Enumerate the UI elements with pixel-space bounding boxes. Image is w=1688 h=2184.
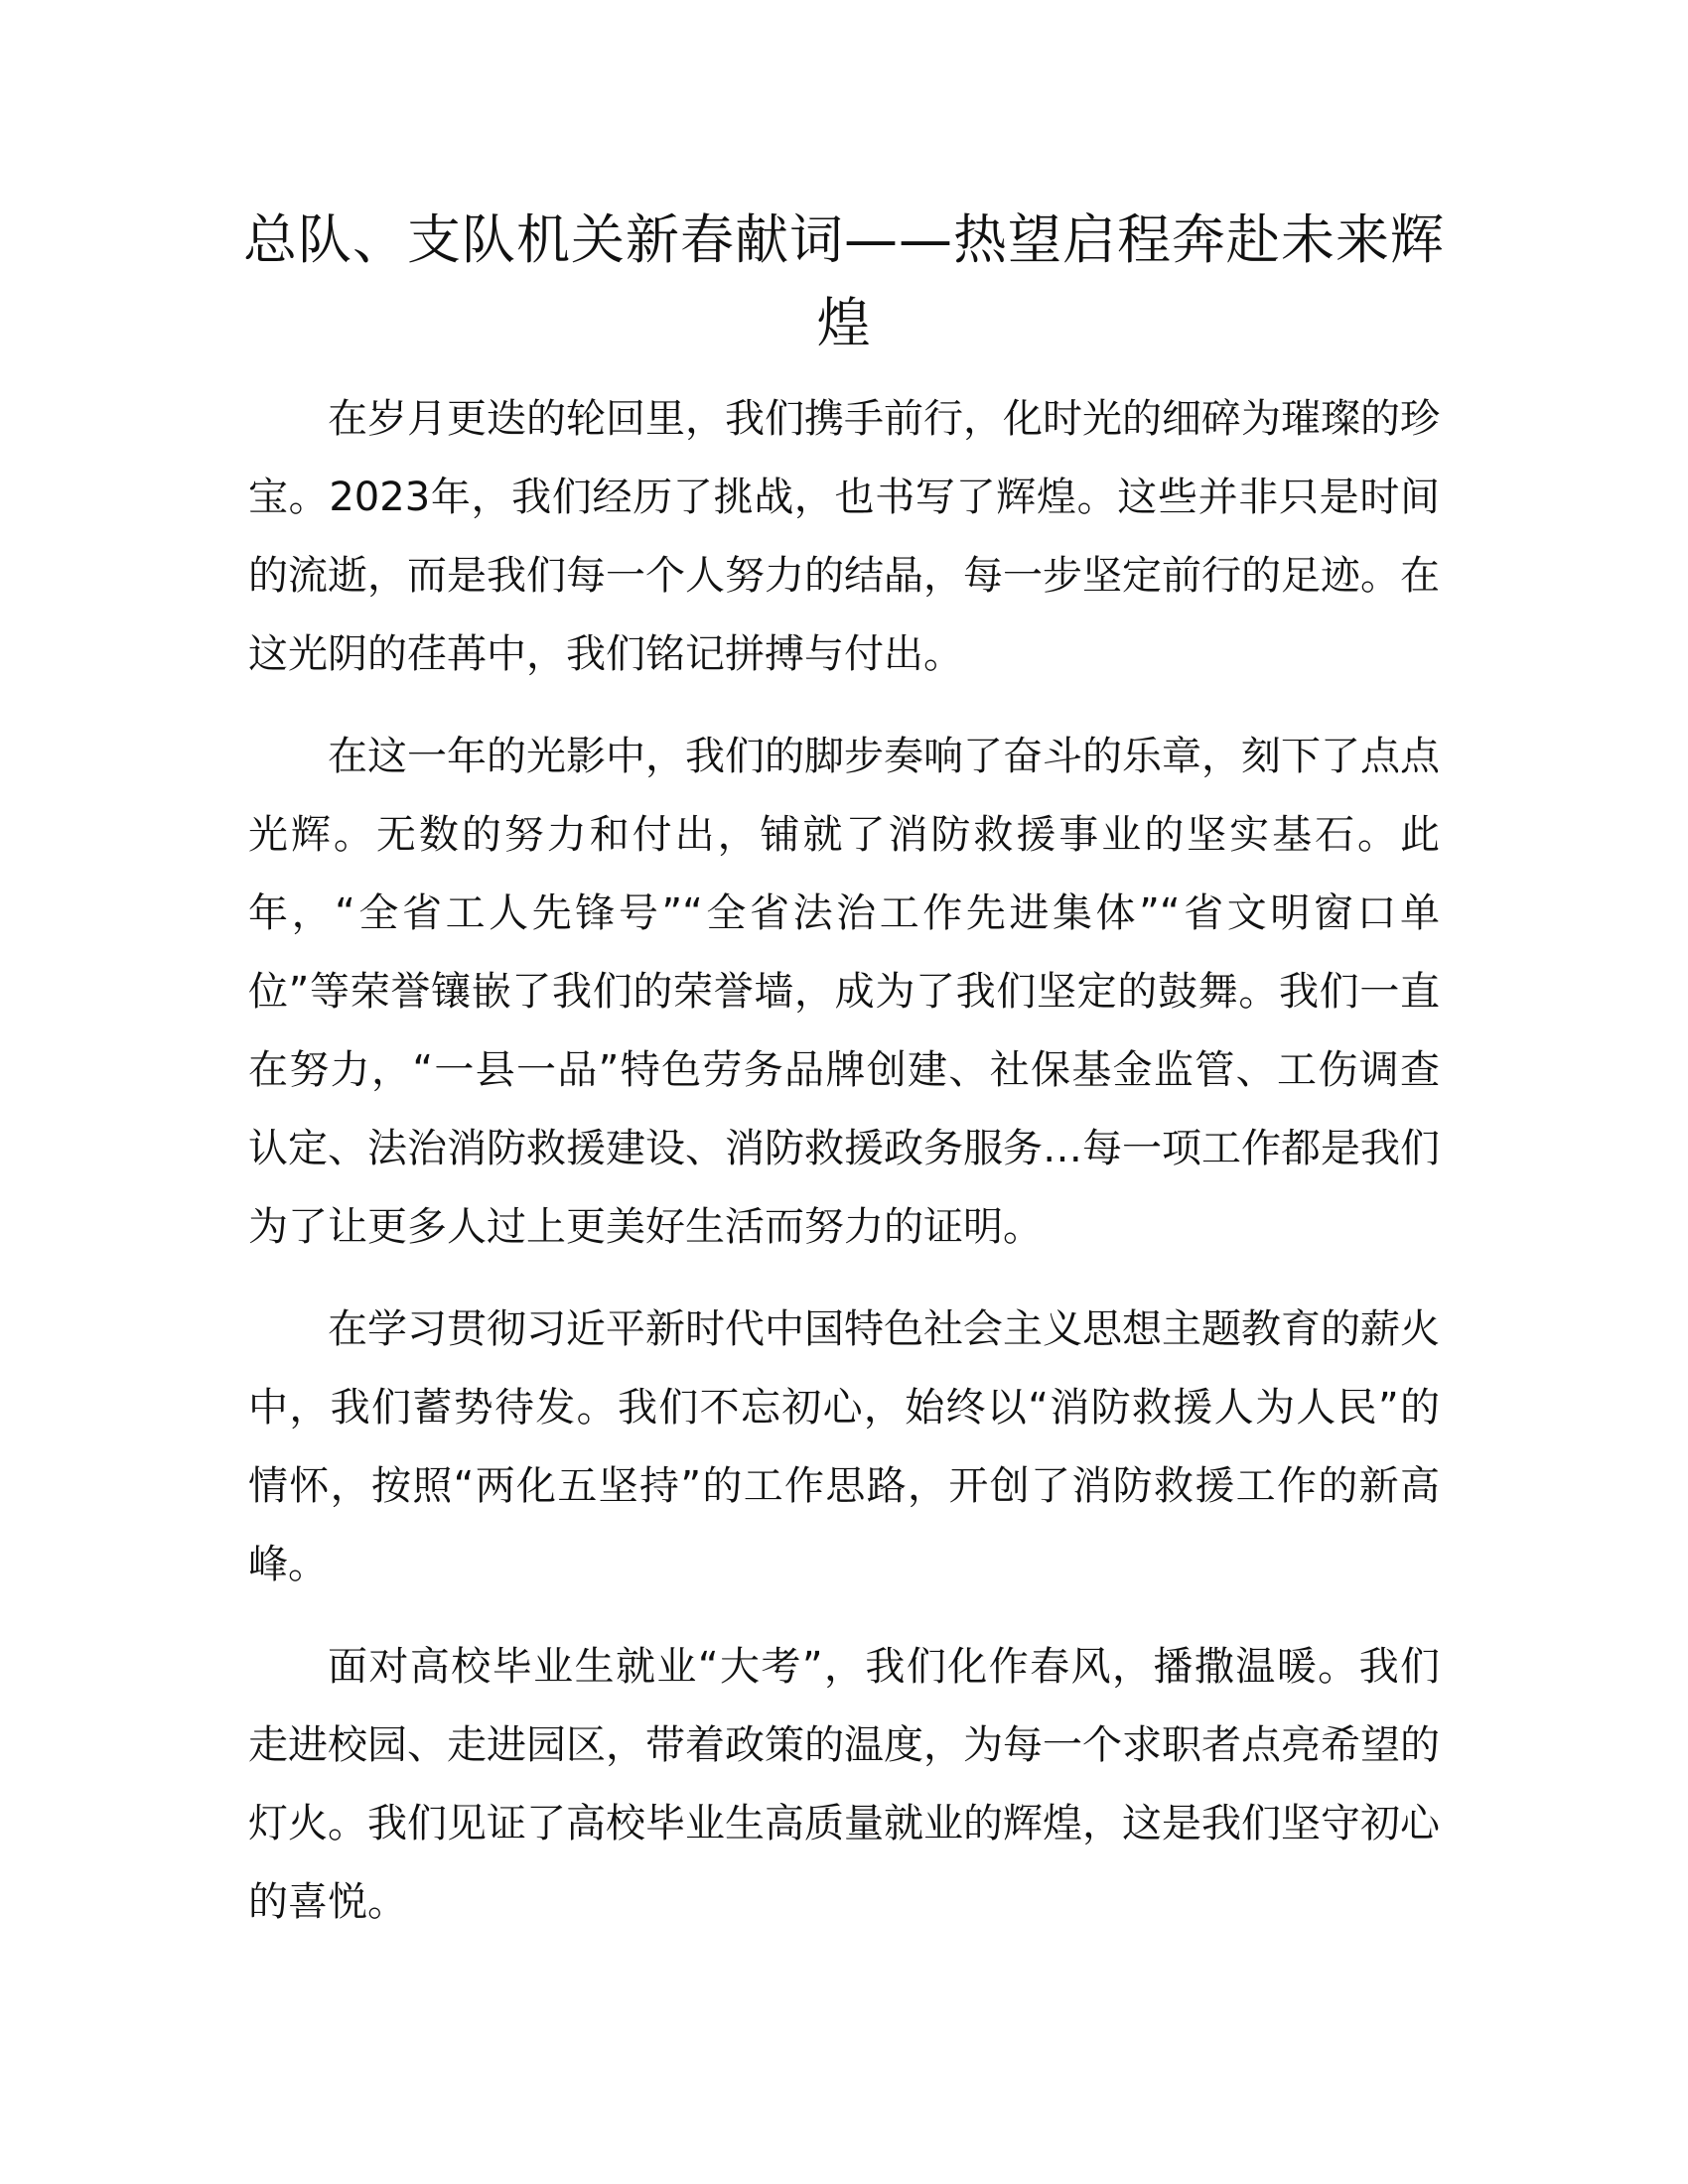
paragraph-2: 在这一年的光影中，我们的脚步奏响了奋斗的乐章，刻下了点点光辉。无数的努力和付出，铺就了消防救援事业的坚实基石。此年，“全省工人先锋号”“全省法治工作先进集体”“省文明窗口单位”等荣誉镶嵌了我们的荣誉墙，成为了我们坚定的鼓舞。我们一直在努力，“一县一品”特色劳务品牌创建、社保基金监管、工伤调查认定、法治消防救援建设、消防救援政务服务…每一项工作都是我们为了让更多人过上更美好生活而努力的证明。 — [248, 734, 1440, 1250]
paragraph-4: 面对高校毕业生就业“大考”，我们化作春风，播撒温暖。我们走进校园、走进园区，带着政策的温度，为每一个求职者点亮希望的灯火。我们见证了高校毕业生高质量就业的辉煌，这是我们坚守初心的喜悦。 — [248, 1644, 1440, 1925]
paragraph-1: 在岁月更迭的轮回里，我们携手前行，化时光的细碎为璀璨的珍宝。2023年，我们经历了挑战，也书写了辉煌。这些并非只是时间的流逝，而是我们每一个人努力的结晶，每一步坚定前行的足迹。在这光阴的荏苒中，我们铭记拼搏与付出。 — [248, 396, 1440, 677]
document-title: 总队、支队机关新春献词——热望启程奔赴未来辉煌 — [243, 208, 1445, 354]
paragraph-3: 在学习贯彻习近平新时代中国特色社会主义思想主题教育的薪火中，我们蓄势待发。我们不忘初心，始终以“消防救援人为人民”的情怀，按照“两化五坚持”的工作思路，开创了消防救援工作的新高峰。 — [248, 1306, 1440, 1587]
document-body — [248, 380, 1440, 1966]
